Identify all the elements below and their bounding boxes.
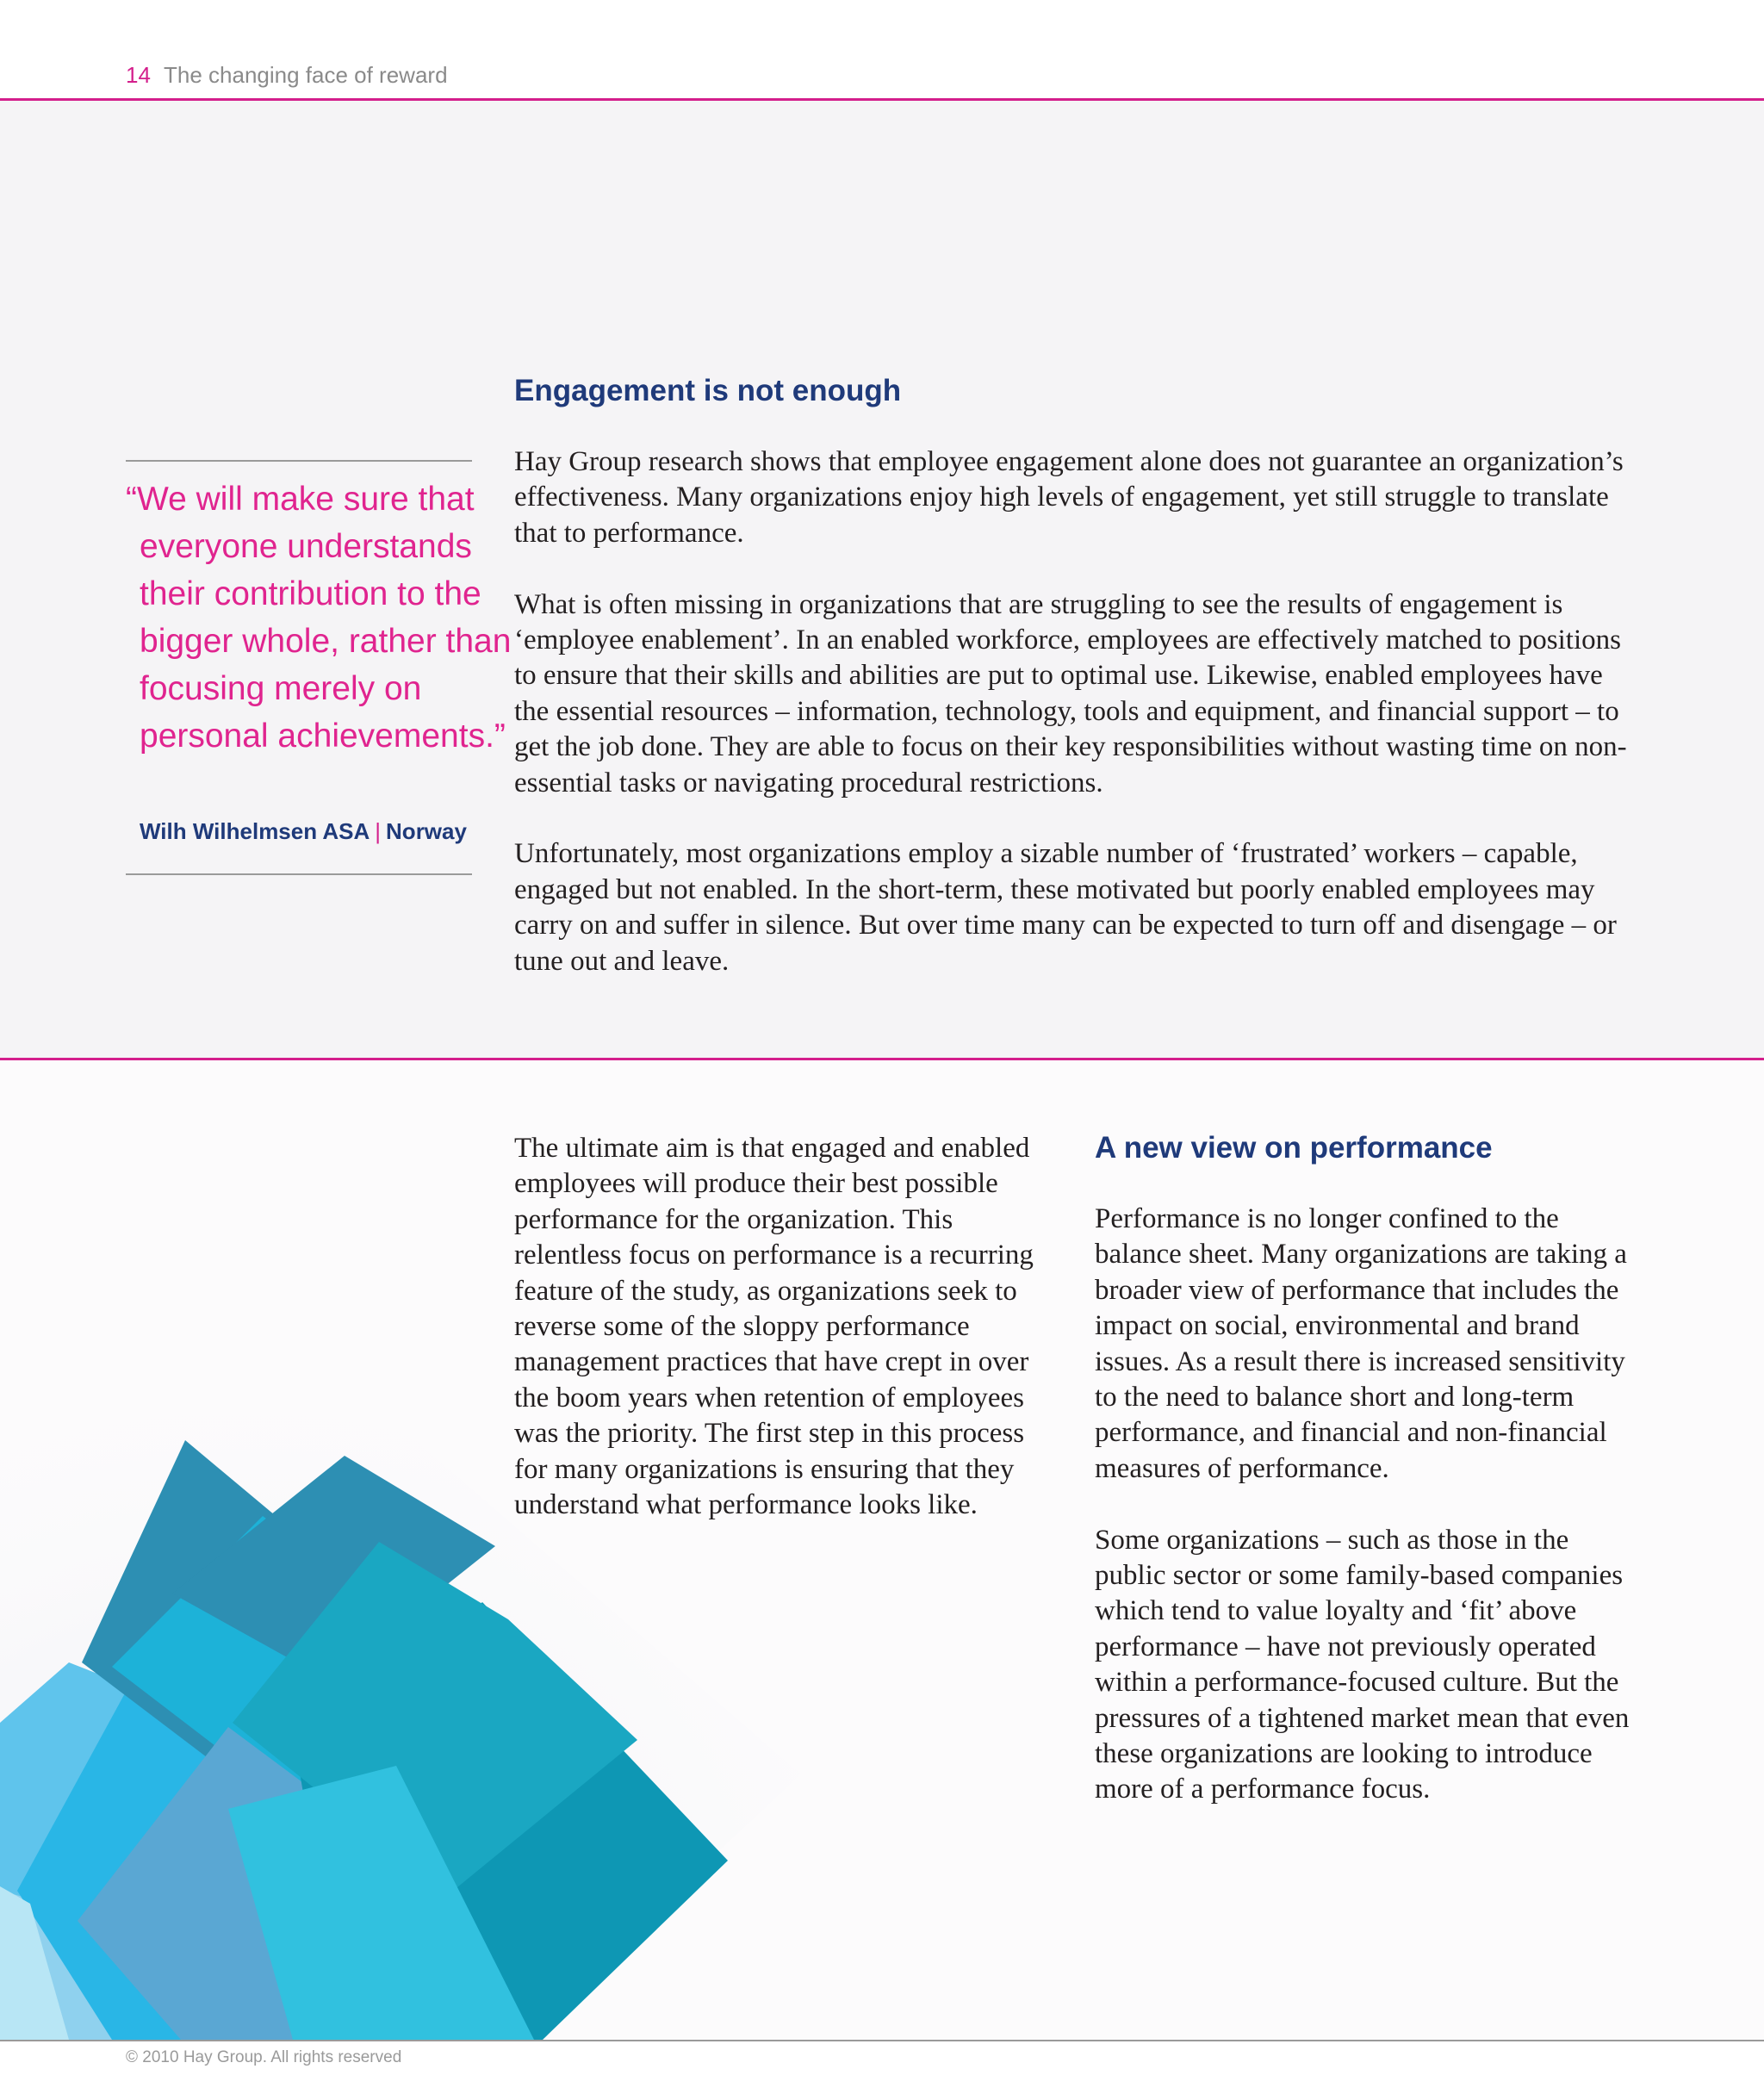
paragraph: Unfortunately, most organizations employ a sizable number of ‘frustrated’ workers – capable, engaged but not enabled. In the short-term, these motivated but poorly enabled employees may carry on and suffer in silence. But over time many can be expected to turn off and disengage – or tune out and leave. [514,838,1617,977]
page-header [0,0,1764,101]
pull-quote [126,460,512,875]
quote-attribution [140,818,467,845]
attribution-separator: | [375,818,382,844]
paragraph: What is often missing in organizations that are struggling to see the results of engagement is ‘employee enablement’. In an enabled workforce, employees are effectively matched to positions to ensure that their skills and abilities are put to optimal use. Likewise, enabled employees have the essential resources – information, technology, tools and equipment, and financial support – to get the job done. They are able to focus on their key responsibilities without wasting time on non-essential tasks or navigating procedural restrictions. [514,588,1627,798]
paragraph: Some organizations – such as those in the public sector or some family-based companies which tend to value loyalty and ‘fit’ above performance – have not previously operated within a performance-focused culture. But the pressures of a tightened market mean that even these organizations are looking to introduce more of a performance focus. [1095,1524,1630,1805]
footer-divider [0,2040,1764,2041]
quote-country: Norway [386,818,467,844]
quote-company: Wilh Wilhelmsen ASA [140,818,370,844]
copyright-notice: © 2010 Hay Group. All rights reserved [126,2048,402,2066]
page-number: 14 [126,62,151,88]
running-title: The changing face of reward [164,62,448,88]
paragraph: Hay Group research shows that employee engagement alone does not guarantee an organization’s effectiveness. Many organizations enjoy high levels of engagement, yet still struggle to translate that to performance. [514,446,1624,549]
engagement-body [514,444,1643,1015]
heading-engagement: Engagement is not enough [514,374,902,407]
paragraph: Performance is no longer confined to the balance sheet. Many organizations are taking a broader view of performance that includes the impact on social, environmental and brand issues. As a result there is increased sensitivity to the need to balance short and long-term performance, and financial and non-financial measures of performance. [1095,1203,1627,1484]
paragraph: The ultimate aim is that engaged and enabled employees will produce their best possible performance for the organization. This relentless focus on performance is a recurring feature of the study, as organizations seek to reverse some of the sloppy performance management practices that have crept in over the boom years when retention of employees was the priority. The first step in this process for many organizations is ensuring that they understand what performance looks like. [514,1133,1034,1521]
new-view-body [1095,1202,1646,1843]
quote-text: “We will make sure that everyone understands their contribution to the bigger whole, rather than focusing merely on personal achievements.” [126,481,512,755]
heading-new-view-performance: A new view on performance [1095,1131,1493,1165]
performance-aim-body [514,1131,1048,1559]
